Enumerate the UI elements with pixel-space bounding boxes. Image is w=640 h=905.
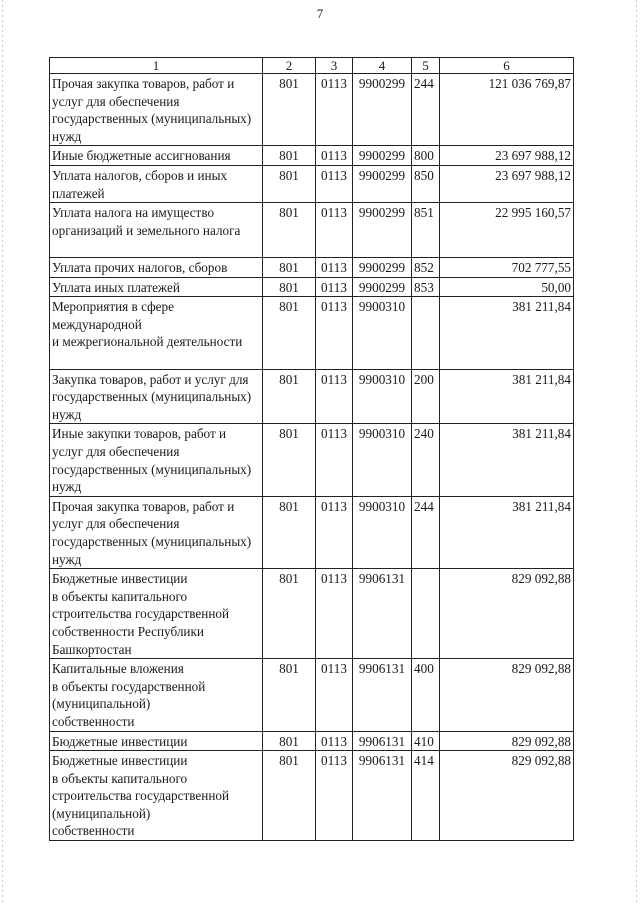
row-target-cell: 9906131	[353, 731, 412, 751]
row-section-cell: 0113	[316, 146, 353, 166]
table-row	[50, 257, 574, 277]
row-type-cell: 852	[412, 257, 440, 277]
row-type-cell: 850	[412, 165, 440, 202]
row-amount-cell: 829 092,88	[440, 751, 574, 841]
row-target-cell: 9900310	[353, 297, 412, 369]
row-code-cell: 801	[263, 424, 316, 496]
table-row	[50, 369, 574, 424]
row-section-cell: 0113	[316, 751, 353, 841]
row-type-cell: 414	[412, 751, 440, 841]
row-code-cell: 801	[263, 146, 316, 166]
row-code-cell: 801	[263, 569, 316, 659]
table-row	[50, 659, 574, 731]
row-section-cell: 0113	[316, 496, 353, 568]
page-number: 7	[316, 6, 324, 21]
row-amount-cell: 50,00	[440, 277, 574, 297]
row-type-cell: 851	[412, 203, 440, 258]
table-row	[50, 74, 574, 146]
row-name-cell: Прочая закупка товаров, работ и услуг для обеспечения государственных (муниципальных) нужд	[50, 74, 263, 146]
row-name-cell: Мероприятия в сфере международной и межрегиональной деятельности	[50, 297, 263, 369]
row-section-cell: 0113	[316, 203, 353, 258]
row-type-cell: 244	[412, 74, 440, 146]
header-cell: 2	[263, 58, 316, 74]
row-target-cell: 9906131	[353, 569, 412, 659]
table-row	[50, 146, 574, 166]
table-row	[50, 203, 574, 258]
row-code-cell: 801	[263, 751, 316, 841]
scan-edge-right	[636, 0, 637, 905]
table-row	[50, 751, 574, 841]
row-amount-cell: 702 777,55	[440, 257, 574, 277]
row-name-cell: Бюджетные инвестиции в объекты капитального строительства государственной (муниципальной) собственности	[50, 751, 263, 841]
table-row	[50, 277, 574, 297]
table-row	[50, 424, 574, 496]
row-name-cell: Уплата налога на имущество организаций и земельного налога	[50, 203, 263, 258]
scan-edge-left	[2, 0, 3, 905]
header-cell: 3	[316, 58, 353, 74]
row-target-cell: 9900299	[353, 165, 412, 202]
row-amount-cell: 829 092,88	[440, 659, 574, 731]
row-amount-cell: 121 036 769,87	[440, 74, 574, 146]
row-code-cell: 801	[263, 496, 316, 568]
row-amount-cell: 829 092,88	[440, 569, 574, 659]
row-target-cell: 9900310	[353, 369, 412, 424]
row-code-cell: 801	[263, 74, 316, 146]
row-target-cell: 9900299	[353, 257, 412, 277]
row-code-cell: 801	[263, 731, 316, 751]
row-amount-cell: 23 697 988,12	[440, 165, 574, 202]
header-cell: 6	[440, 58, 574, 74]
row-type-cell	[412, 569, 440, 659]
row-target-cell: 9900310	[353, 496, 412, 568]
row-code-cell: 801	[263, 277, 316, 297]
row-code-cell: 801	[263, 203, 316, 258]
table-row	[50, 731, 574, 751]
table-row	[50, 569, 574, 659]
header-cell: 1	[50, 58, 263, 74]
row-amount-cell: 381 211,84	[440, 424, 574, 496]
row-section-cell: 0113	[316, 369, 353, 424]
header-cell: 4	[353, 58, 412, 74]
row-name-cell: Уплата прочих налогов, сборов	[50, 257, 263, 277]
row-type-cell	[412, 297, 440, 369]
row-amount-cell: 829 092,88	[440, 731, 574, 751]
row-type-cell: 200	[412, 369, 440, 424]
row-name-cell: Бюджетные инвестиции в объекты капитального строительства государственной собственности Республики Башкортостан	[50, 569, 263, 659]
row-type-cell: 240	[412, 424, 440, 496]
row-name-cell: Закупка товаров, работ и услуг для государственных (муниципальных) нужд	[50, 369, 263, 424]
row-target-cell: 9900310	[353, 424, 412, 496]
row-target-cell: 9906131	[353, 659, 412, 731]
row-name-cell: Уплата налогов, сборов и иных платежей	[50, 165, 263, 202]
row-amount-cell: 381 211,84	[440, 496, 574, 568]
row-target-cell: 9900299	[353, 74, 412, 146]
row-section-cell: 0113	[316, 165, 353, 202]
row-code-cell: 801	[263, 165, 316, 202]
row-section-cell: 0113	[316, 74, 353, 146]
budget-table	[49, 57, 574, 841]
row-section-cell: 0113	[316, 424, 353, 496]
row-name-cell: Уплата иных платежей	[50, 277, 263, 297]
row-code-cell: 801	[263, 297, 316, 369]
row-amount-cell: 23 697 988,12	[440, 146, 574, 166]
header-cell: 5	[412, 58, 440, 74]
row-target-cell: 9906131	[353, 751, 412, 841]
row-code-cell: 801	[263, 369, 316, 424]
row-section-cell: 0113	[316, 277, 353, 297]
row-code-cell: 801	[263, 257, 316, 277]
table-row	[50, 165, 574, 202]
row-section-cell: 0113	[316, 257, 353, 277]
row-type-cell: 800	[412, 146, 440, 166]
row-target-cell: 9900299	[353, 277, 412, 297]
row-code-cell: 801	[263, 659, 316, 731]
row-name-cell: Бюджетные инвестиции	[50, 731, 263, 751]
row-section-cell: 0113	[316, 659, 353, 731]
row-section-cell: 0113	[316, 731, 353, 751]
row-type-cell: 400	[412, 659, 440, 731]
row-type-cell: 410	[412, 731, 440, 751]
row-section-cell: 0113	[316, 569, 353, 659]
row-type-cell: 244	[412, 496, 440, 568]
row-name-cell: Иные закупки товаров, работ и услуг для обеспечения государственных (муниципальных) нужд	[50, 424, 263, 496]
row-name-cell: Иные бюджетные ассигнования	[50, 146, 263, 166]
row-target-cell: 9900299	[353, 146, 412, 166]
row-amount-cell: 381 211,84	[440, 369, 574, 424]
table-header-row	[50, 58, 574, 74]
row-type-cell: 853	[412, 277, 440, 297]
row-amount-cell: 381 211,84	[440, 297, 574, 369]
row-amount-cell: 22 995 160,57	[440, 203, 574, 258]
row-name-cell: Капитальные вложения в объекты государственной (муниципальной) собственности	[50, 659, 263, 731]
table-row	[50, 496, 574, 568]
row-name-cell: Прочая закупка товаров, работ и услуг для обеспечения государственных (муниципальных) нужд	[50, 496, 263, 568]
row-target-cell: 9900299	[353, 203, 412, 258]
table-row	[50, 297, 574, 369]
row-section-cell: 0113	[316, 297, 353, 369]
